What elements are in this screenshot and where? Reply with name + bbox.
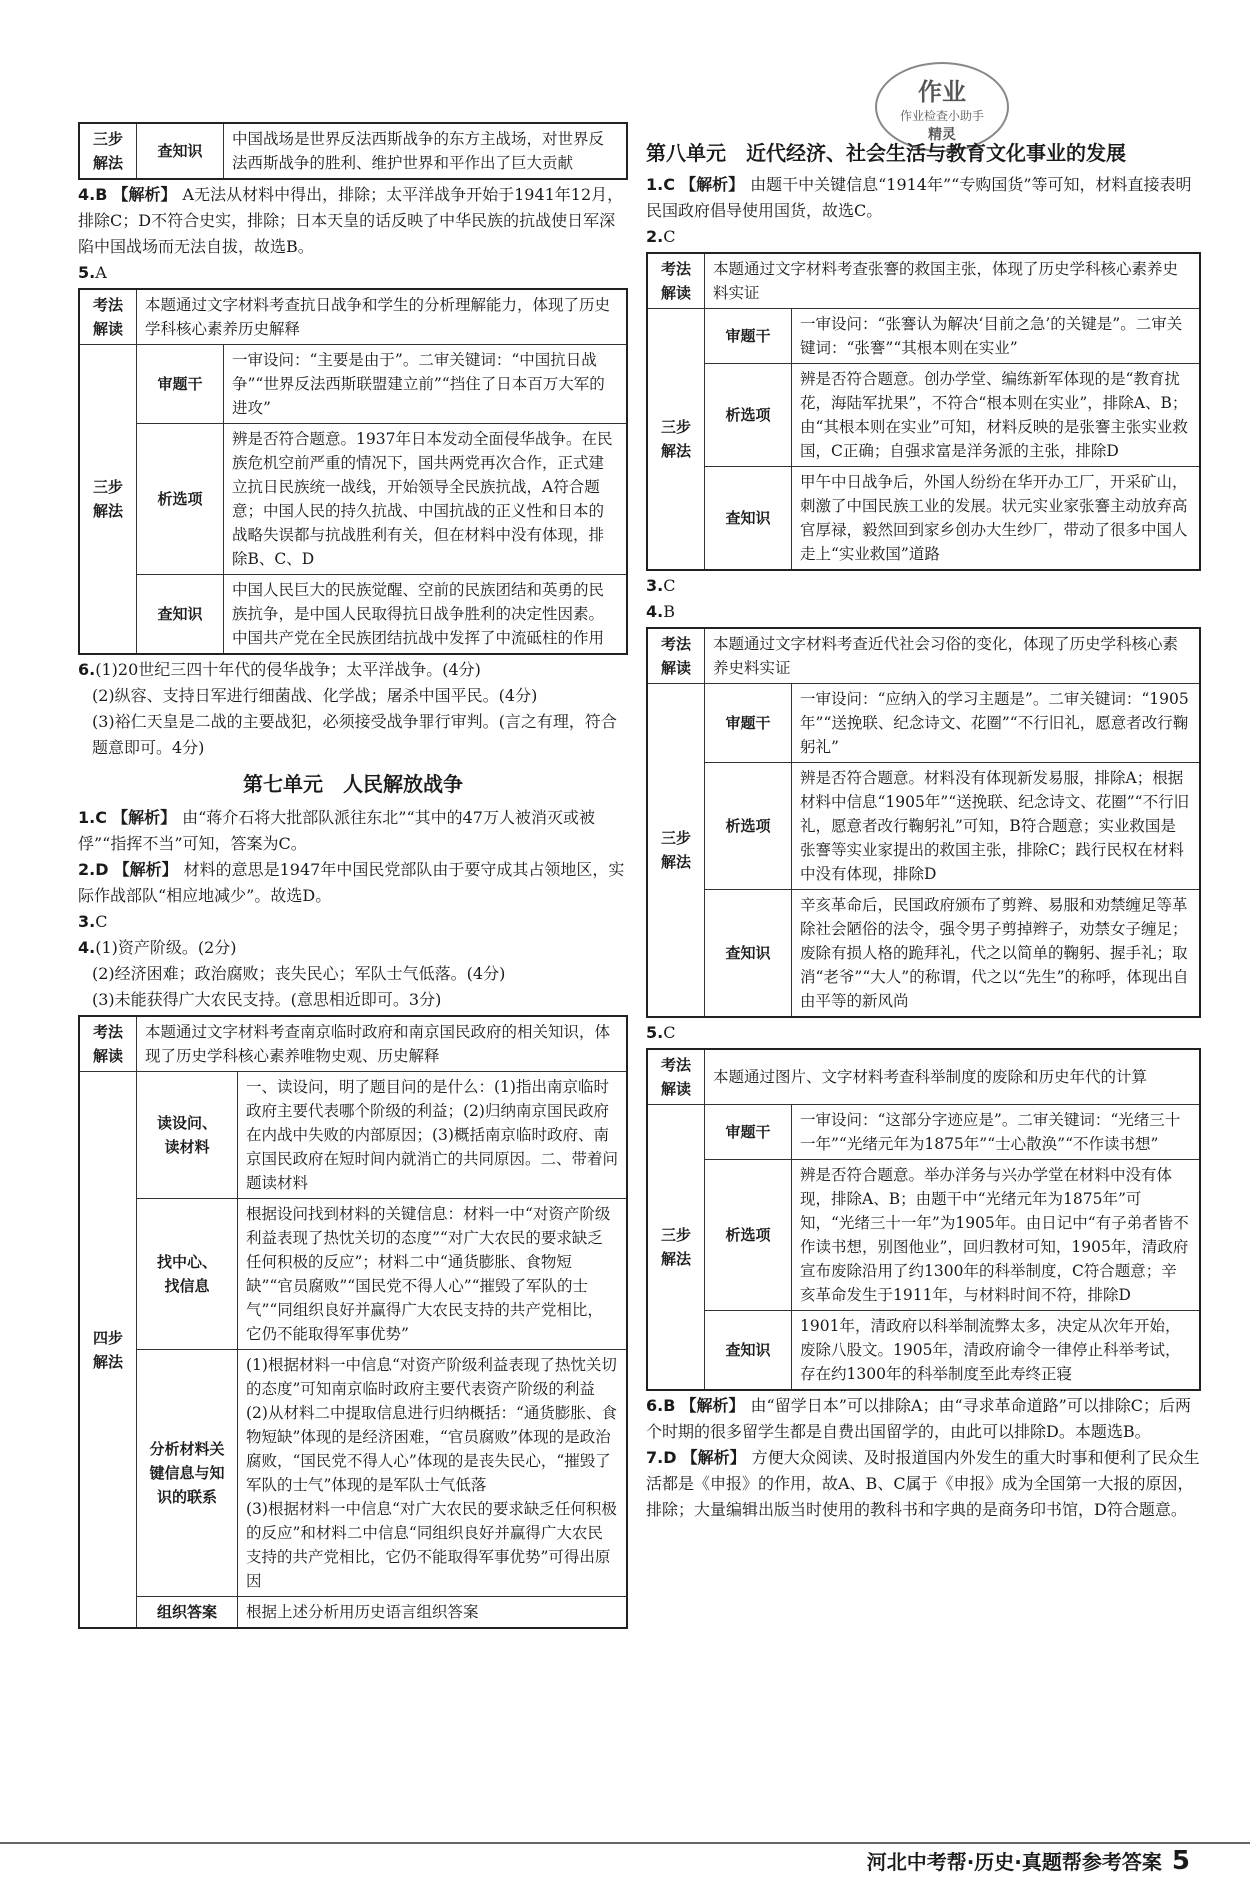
u8-answer-q3: 3.C [646,576,676,595]
u7-answer-q4: 4.(1)资产阶级。(2分) [78,938,237,957]
u7-answer-q1: 1.C 【解析】 由“蒋介石将大批部队派往东北”“其中的47万人被消灭或被俘”“指挥不当”可知，答案为C。 [78,808,595,853]
u8-answer-q4: 4.B [646,602,675,621]
analysis-table-u8q5: 考法 解读 本题通过图片、文字材料考查科举制度的废除和历史年代的计算 三步 解法 审题干 一审设问：“这部分字迹应是”。二审关键词：“光绪三十一年”“光绪元年为1875年”“士心散涣”“不作读书想” 析选项 辨是否符合题意。举办洋务与兴办学堂在材料中没有体现，排除A、B；由题干中“光绪元年为1875年”可知，“光绪三十一年”为1905年。由日记中“有子弟者皆不作读书想，别图他业”，回归教材可知，1905年，清政府宣布废除沿用了约1300年的科举制度，C符合题意；辛亥革命发生于1911年，与材料时间不符，排除D 查知识 1901年，清政府以科举制流弊太多，决定从次年开始，废除八股文。1905年，清政府谕令一律停止科举考试，存在约1300年的科举制度至此寿终正寝 [646,1048,1201,1391]
u7-answer-q3: 3.C [78,912,108,931]
u7-answer-q2: 2.D 【解析】 材料的意思是1947年中国民党部队由于要守成其占领地区，实际作战部队“相应地减少”。故选D。 [78,860,625,905]
right-column [646,140,1201,1523]
unit7-heading: 第七单元 人民解放战争 [243,772,463,796]
page-footer [0,1842,1250,1878]
analysis-table-u8q2: 考法 解读 本题通过文字材料考查张謇的救国主张，体现了历史学科核心素养史料实证 三步 解法 审题干 一审设问：“张謇认为解决‘目前之急’的关键是”。二审关键词：“张謇”“其根本则在实业” 析选项 辨是否符合题意。创办学堂、编练新军体现的是“教育扰花，海陆军扰果”，不符合“根本则在实业”，排除A、B；由“其根本则在实业”可知，材料反映的是张謇主张实业救国，C正确；自强求富是洋务派的主张，排除D 查知识 甲午中日战争后，外国人纷纷在华开办工厂，开采矿山，刺激了中国民族工业的发展。状元实业家张謇主动放弃高官厚禄，毅然回到家乡创办大生纱厂，带动了很多中国人走上“实业救国”道路 [646,252,1201,571]
analysis-table-u8q4: 考法 解读 本题通过文字材料考查近代社会习俗的变化，体现了历史学科核心素养史料实证 三步 解法 审题干 一审设问：“应纳入的学习主题是”。二审关键词：“1905年”“送挽联、纪念诗文、花圈”“不行旧礼，愿意者改行鞠躬礼” 析选项 辨是否符合题意。材料没有体现新发易服，排除A；根据材料中信息“1905年”“送挽联、纪念诗文、花圈”“不行旧礼，愿意者改行鞠躬礼”可知，B符合题意；实业救国是张謇等实业家提出的救国主张，排除C；践行民权在材料中没有体现，排除D 查知识 辛亥革命后，民国政府颁布了剪辫、易服和劝禁缠足等革除社会陋俗的法令，强令男子剪掉辫子，劝禁女子缠足；废除有损人格的跪拜礼，代之以简单的鞠躬、握手礼；取消“老爷”“大人”的称谓，代之以“先生”的称呼，体现出自由平等的新风尚 [646,627,1201,1018]
u8-answer-q6: 6.B 【解析】 由“留学日本”可以排除A；由“寻求革命道路”可以排除C；后两个时期的很多留学生都是自费出国留学的，由此可以排除D。本题选B。 [646,1396,1192,1441]
answer-q4: 4.B 【解析】 A无法从材料中得出，排除；太平洋战争开始于1941年12月，排除C；D不符合史实，排除；日本天皇的话反映了中华民族的抗战使日军深陷中国战场而无法自拔，故选B。 [78,185,624,256]
answer-q6: 6.(1)20世纪三四十年代的侵华战争；太平洋战争。(4分) [78,660,481,679]
footer-title: 河北中考帮·历史·真题帮参考答案 5 [866,1846,1190,1876]
page-number: 5 [1171,1846,1190,1876]
u8-answer-q7: 7.D 【解析】 方便大众阅读、及时报道国内外发生的重大时事和便利了民众生活都是《申报》的作用，故A、B、C属于《申报》成为全国第一大报的原因，排除；大量编辑出版当时使用的教科书和字典的是商务印书馆，D符合题意。 [646,1448,1200,1519]
u8-answer-q5: 5.C [646,1023,676,1042]
answer-q5: 5.A [78,263,107,282]
u8-answer-q1: 1.C 【解析】 由题干中关键信息“1914年”“专购国货”等可知，材料直接表明民国政府倡导使用国货，故选C。 [646,175,1192,220]
watermark-stamp: 作业 作业检查小助手 精灵 [875,62,1009,152]
left-column: 三步 解法 查知识 中国战场是世界反法西斯战争的东方主战场，对世界反法西斯战争的胜利、维护世界和平作出了巨大贡献 4.B 【解析】 A无法从材料中得出，排除；太平洋战争开始于1941年12月，排除C；D不符合史实，排除；日本天皇的话反映了中华民族的抗战使日军深陷中国战场而无法自拔，故选B。 5.A 考法 解读 本题通过文字材料考查抗日战争和学生的分析理解能力，体现了历史学科核心素养历史解释 三步 解法 审题干 一审设问：“主要是由于”。二审关键词：“中国抗日战争”“世界反法西斯联盟建立前”“挡住了日本百万大军的进攻” 析选项 辨是否符合题意。1937年日本发动全面侵华战争。在民族危机空前严重的情况下，国共两党再次合作，正式建立抗日民族统一战线，开始领导全民族抗战，A符合题意；中国人民的持久抗战、中国抗战的正义性和日本的战略失误都与抗战胜利有关，但在材料中没有体现，排除B、C、D 查知识 中国人民巨大的民族觉醒、空前的民族团结和英勇的民族抗争，是中国人民取得抗日战争胜利的决定性因素。中国共产党在全民族团结抗战中发挥了中流砥柱的作用 6.(1)20世纪三四十年代的侵华战争；太平洋战争。(4分) (2)纵容、支持日军进行细菌战、化学战；屠杀中国平民。(4分) (3)裕仁天皇是二战的主要战犯，必须接受战争罪行审判。(言之有理，符合题意即可。4分) 第七单元 人民解放战争 1.C 【解析】 由“蒋介石将大批部队派往东北”“其中的47万人被消灭或被俘”“指挥不当”可知，答案为C。 2.D 【解析】 材料的意思是1947年中国民党部队由于要守成其占领地区，实际作战部队“相应地减少”。故选D。 3.C 4.(1)资产阶级。(2分) (2)经济困难；政治腐败；丧失民心；军队士气低落。(4分) (3)未能获得广大农民支持。(意思相近即可。3分) 考法 解读 本题通过文字材料考查南京临时政府和南京国民政府的相关知识，体现了历史学科核心素养唯物史观、历史解释 四步 解法 读设问、 读材料 一、读设问，明了题目问的是什么：(1)指出南京临时政府主要代表哪个阶级的利益；(2)归纳南京国民政府在内战中失败的内部原因；(3)概括南京临时政府、南京国民政府在短时间内就消亡的共同原因。二、带着问题读材料 找中心、 找信息 根据设问找到材料的关键信息：材料一中“对资产阶级利益表现了热忱关切的态度”“对广大农民的要求缺乏任何积极的反应”；材料二中“通货膨胀、食物短缺”“官员腐败”“国民党不得人心”“摧毁了军队的士气”“同组织良好并赢得广大农民支持的共产党相比，它仍不能取得军事优势” 分析材料关 键信息与知 识的联系 (1)根据材料一中信息“对资产阶级利益表现了热忱关切的态度”可知南京临时政府主要代表资产阶级的利益 (2)从材料二中提取信息进行归纳概括：“通货膨胀、食物短缺”体现的是经济困难，“官员腐败”体现的是政治腐败，“国民党不得人心”体现的是丧失民心，“摧毁了军队的士气”体现的是军队士气低落 (3)根据材料一中信息“对广大农民的要求缺乏任何积极的反应”和材料二中信息“同组织良好并赢得广大农民支持的共产党相比，它仍不能取得军事优势”可得出原因 组织答案 根据上述分析用历史语言组织答案 [78,120,628,1631]
analysis-table-u7q4: 考法 解读 本题通过文字材料考查南京临时政府和南京国民政府的相关知识，体现了历史学科核心素养唯物史观、历史解释 四步 解法 读设问、 读材料 一、读设问，明了题目问的是什么：(1)指出南京临时政府主要代表哪个阶级的利益；(2)归纳南京国民政府在内战中失败的内部原因；(3)概括南京临时政府、南京国民政府在短时间内就消亡的共同原因。二、带着问题读材料 找中心、 找信息 根据设问找到材料的关键信息：材料一中“对资产阶级利益表现了热忱关切的态度”“对广大农民的要求缺乏任何积极的反应”；材料二中“通货膨胀、食物短缺”“官员腐败”“国民党不得人心”“摧毁了军队的士气”“同组织良好并赢得广大农民支持的共产党相比，它仍不能取得军事优势” 分析材料关 键信息与知 识的联系 (1)根据材料一中信息“对资产阶级利益表现了热忱关切的态度”可知南京临时政府主要代表资产阶级的利益 (2)从材料二中提取信息进行归纳概括：“通货膨胀、食物短缺”体现的是经济困难，“官员腐败”体现的是政治腐败，“国民党不得人心”体现的是丧失民心，“摧毁了军队的士气”体现的是军队士气低落 (3)根据材料一中信息“对广大农民的要求缺乏任何积极的反应”和材料二中信息“同组织良好并赢得广大农民支持的共产党相比，它仍不能取得军事优势”可得出原因 组织答案 根据上述分析用历史语言组织答案 [78,1015,628,1629]
footer-divider [0,1842,1250,1844]
u8-answer-q2: 2.C [646,227,676,246]
analysis-table-q3: 三步 解法 查知识 中国战场是世界反法西斯战争的东方主战场，对世界反法西斯战争的胜利、维护世界和平作出了巨大贡献 [78,122,628,180]
unit8-heading: 第八单元 近代经济、社会生活与教育文化事业的发展 [646,141,1126,165]
analysis-table-q5: 考法 解读 本题通过文字材料考查抗日战争和学生的分析理解能力，体现了历史学科核心素养历史解释 三步 解法 审题干 一审设问：“主要是由于”。二审关键词：“中国抗日战争”“世界反法西斯联盟建立前”“挡住了日本百万大军的进攻” 析选项 辨是否符合题意。1937年日本发动全面侵华战争。在民族危机空前严重的情况下，国共两党再次合作，正式建立抗日民族统一战线，开始领导全民族抗战，A符合题意；中国人民的持久抗战、中国抗战的正义性和日本的战略失误都与抗战胜利有关，但在材料中没有体现，排除B、C、D 查知识 中国人民巨大的民族觉醒、空前的民族团结和英勇的民族抗争，是中国人民取得抗日战争胜利的决定性因素。中国共产党在全民族团结抗战中发挥了中流砥柱的作用 [78,288,628,655]
